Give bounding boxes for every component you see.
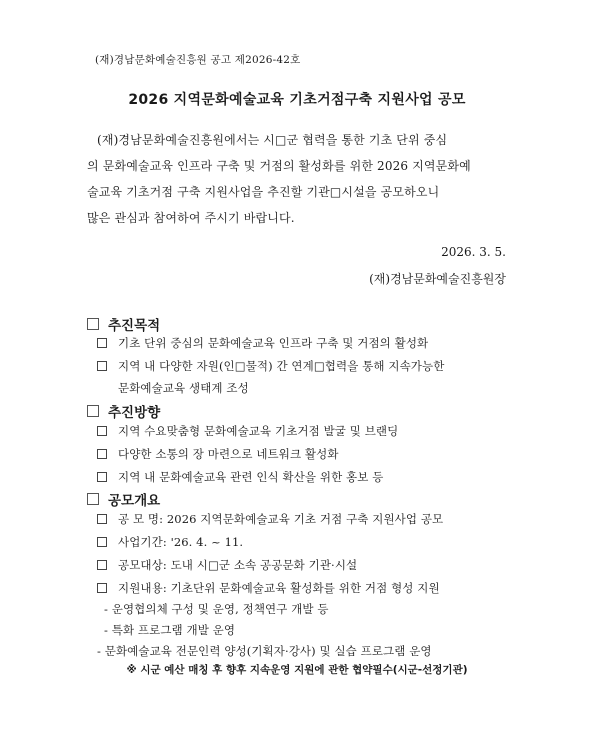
intro-line-1: (재)경남문화예술진흥원에서는 시□군 협력을 통한 기초 단위 중심	[97, 133, 448, 147]
checkbox-icon	[87, 493, 99, 505]
list-item: 공모대상: 도내 시□군 소속 공공문화 기관·시설	[97, 557, 357, 573]
section-heading-overview	[87, 489, 160, 509]
section-heading-direction	[87, 401, 160, 421]
list-item: 지역 내 다양한 자원(인□물적) 간 연계□협력을 통해 지속가능한	[97, 358, 444, 374]
sub-item: - 문화예술교육 전문인력 양성(기획자·강사) 및 실습 프로그램 운영	[97, 644, 432, 658]
list-item-continuation: 문화예술교육 생태계 조성	[118, 381, 249, 395]
intro-line-3: 술교육 기초거점 구축 지원사업을 추진할 기관□시설을 공모하오니	[87, 185, 440, 199]
list-item: 지역 내 문화예술교육 관련 인식 확산을 위한 홍보 등	[97, 469, 383, 485]
section-title: 추진목적	[108, 318, 161, 334]
checkbox-icon	[97, 514, 107, 524]
list-item: 기초 단위 중심의 문화예술교육 인프라 구축 및 거점의 활성화	[97, 335, 428, 351]
list-item: 사업기간: '26. 4. ~ 11.	[97, 534, 243, 550]
section-heading-purpose	[87, 314, 160, 334]
checkbox-icon	[97, 560, 107, 570]
notice-number: (재)경남문화예술진흥원 공고 제2026-42호	[95, 54, 301, 66]
checkbox-icon	[97, 361, 107, 371]
checkbox-icon	[97, 583, 107, 593]
checkbox-icon	[87, 405, 99, 417]
notice-date: 2026. 3. 5.	[441, 245, 506, 259]
checkbox-icon	[87, 318, 99, 330]
checkbox-icon	[97, 537, 107, 547]
sub-item: - 운영협의체 구성 및 운영, 정책연구 개발 등	[104, 602, 329, 616]
list-item: 공 모 명: 2026 지역문화예술교육 기초 거점 구축 지원사업 공모	[97, 511, 443, 527]
sub-item: - 특화 프로그램 개발 운영	[104, 623, 236, 637]
list-item: 지역 수요맞춤형 문화예술교육 기초거점 발굴 및 브랜딩	[97, 423, 398, 439]
checkbox-icon	[97, 472, 107, 482]
intro-line-4: 많은 관심과 참여하여 주시기 바랍니다.	[87, 211, 295, 225]
footnote: ※ 시군 예산 매칭 후 향후 지속운영 지원에 관한 협약필수(시군-선정기관)	[126, 664, 468, 676]
section-title: 공모개요	[108, 493, 161, 509]
checkbox-icon	[97, 338, 107, 348]
list-item: 다양한 소통의 장 마련으로 네트워크 활성화	[97, 446, 339, 462]
section-title: 추진방향	[108, 405, 161, 421]
checkbox-icon	[97, 449, 107, 459]
issuing-organization: (재)경남문화예술진흥원장	[369, 272, 506, 286]
document-title: 2026 지역문화예술교육 기초거점구축 지원사업 공모	[128, 92, 466, 108]
list-item: 지원내용: 기초단위 문화예술교육 활성화를 위한 거점 형성 지원	[97, 580, 440, 596]
checkbox-icon	[97, 426, 107, 436]
intro-line-2: 의 문화예술교육 인프라 구축 및 거점의 활성화를 위한 2026 지역문화예	[87, 159, 471, 173]
